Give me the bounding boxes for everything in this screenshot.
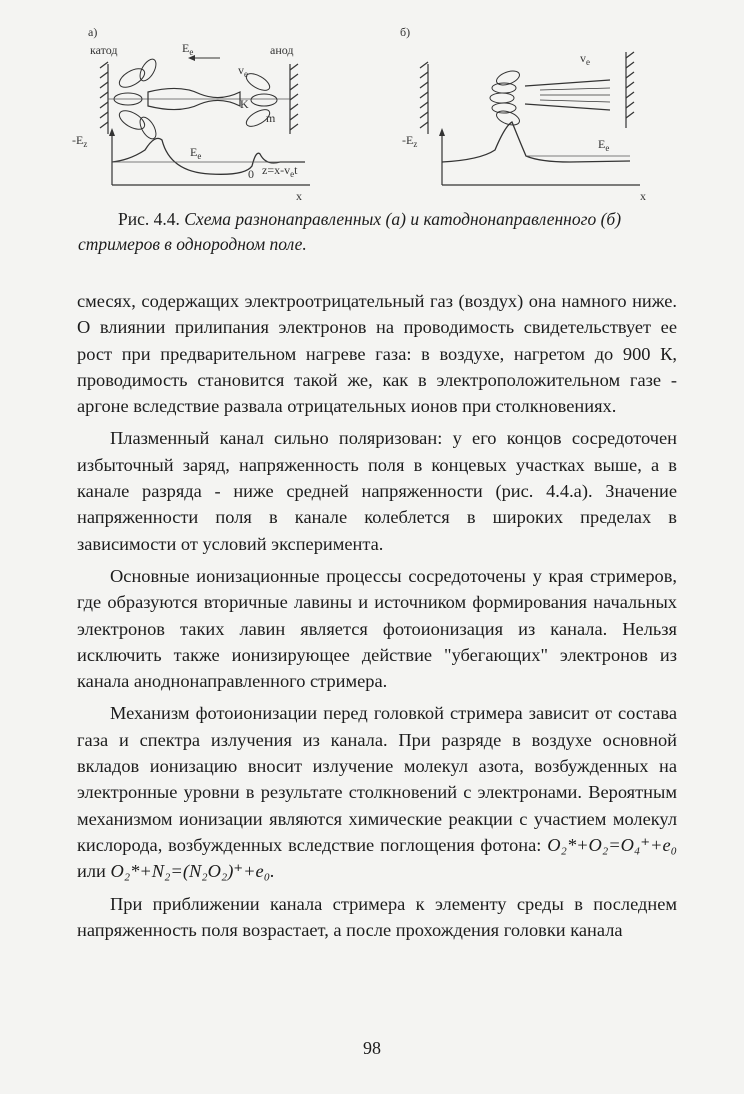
- cathode-label: катод: [90, 43, 118, 57]
- left-electrode-b: [420, 62, 428, 134]
- ee-label-b: $E_e$: [598, 137, 610, 153]
- paragraph-4: [77, 700, 677, 884]
- velocity-label-a: $v_e$: [238, 63, 248, 79]
- label-a: а): [88, 25, 98, 39]
- k-label: K: [240, 97, 249, 111]
- cathode-electrode: [100, 62, 108, 134]
- paragraph-4-text: Механизм фотоионизации перед головкой стримера зависит от состава газа и спектра излучения из канала. При разряде в воздухе основной вкладов ионизацию вносит излучение молекул азота, возбужденных на электронные уровни в результате столкновений с электронами. Вероятным механизмом ионизации являются химические реакции с участием молекул кислорода, возбужденных вследствие поглощения фотона:: [77, 703, 677, 855]
- right-electrode-b: [626, 52, 634, 128]
- caption-text: Схема разнонаправленных (а) и катоднонаправленного (б) стримеров в однородном поле.: [78, 209, 622, 254]
- anode-electrode: [290, 64, 298, 134]
- anode-label: анод: [270, 43, 294, 57]
- figure-diagram: [70, 22, 670, 212]
- channel-arrows-b: [540, 88, 610, 102]
- ez-label-a: $-E_z$: [72, 133, 88, 149]
- x-label-b: x: [640, 189, 646, 203]
- figure-caption: [78, 207, 678, 257]
- zero-label: 0: [248, 167, 254, 181]
- x-label-a: x: [296, 189, 302, 203]
- formula-or: или: [77, 861, 106, 882]
- paragraph-2: Плазменный канал сильно поляризован: у его концов сосредоточен избыточный заряд, напряженность поля в концевых участках выше, а в канале разряда - ниже средней напряженности (рис. 4.4.а). Значение напряженности поля в канале колеблется в широких пределах в зависимости от условий эксперимента.: [77, 428, 677, 554]
- m-label: m: [266, 111, 276, 125]
- ee-label-a: $E_e$: [190, 145, 202, 161]
- paragraph-3: Основные ионизационные процессы сосредоточены у края стримеров, где образуются вторичные лавины и источником формирования начальных электронов таких лавин является фотоионизация из канала. Нельзя исключить также ионизирующее действие "убегающих" электронов из канала анoднонаправленного стримера.: [77, 565, 677, 692]
- paragraph-1: смесях, содержащих электроотрицательный газ (воздух) она намного ниже. О влиянии прилипания электронов на проводимость свидетельствует ее рост при предварительном нагреве газа: в воздухе, нагретом до 900 К, проводимость становится такой же, как в электроположительном газе - аргоне вследствие развала отрицательных ионов при столкновениях.: [77, 291, 677, 417]
- page-number: 98: [363, 1038, 381, 1058]
- formula-1: O₂*+O₂=O₄⁺+e₀: [547, 834, 677, 855]
- z-formula: $z=x-v_et$: [262, 163, 298, 179]
- formula-2: O₂*+N₂=(N₂O₂)⁺+e₀.: [110, 861, 275, 882]
- body-text: [77, 288, 677, 949]
- avalanches-b: [490, 68, 521, 127]
- paragraph-5: При приближении канала стримера к элементу среды в последнем напряженность поля возрастает, а после прохождения головки канала: [77, 893, 677, 940]
- velocity-label-b: $v_e$: [580, 51, 590, 67]
- label-b: б): [400, 25, 411, 39]
- caption-label: Рис. 4.4.: [118, 209, 180, 229]
- ez-label-b: $-E_z$: [402, 133, 418, 149]
- figure-4-4: [70, 22, 670, 212]
- field-label-a: $E_e$: [182, 41, 194, 57]
